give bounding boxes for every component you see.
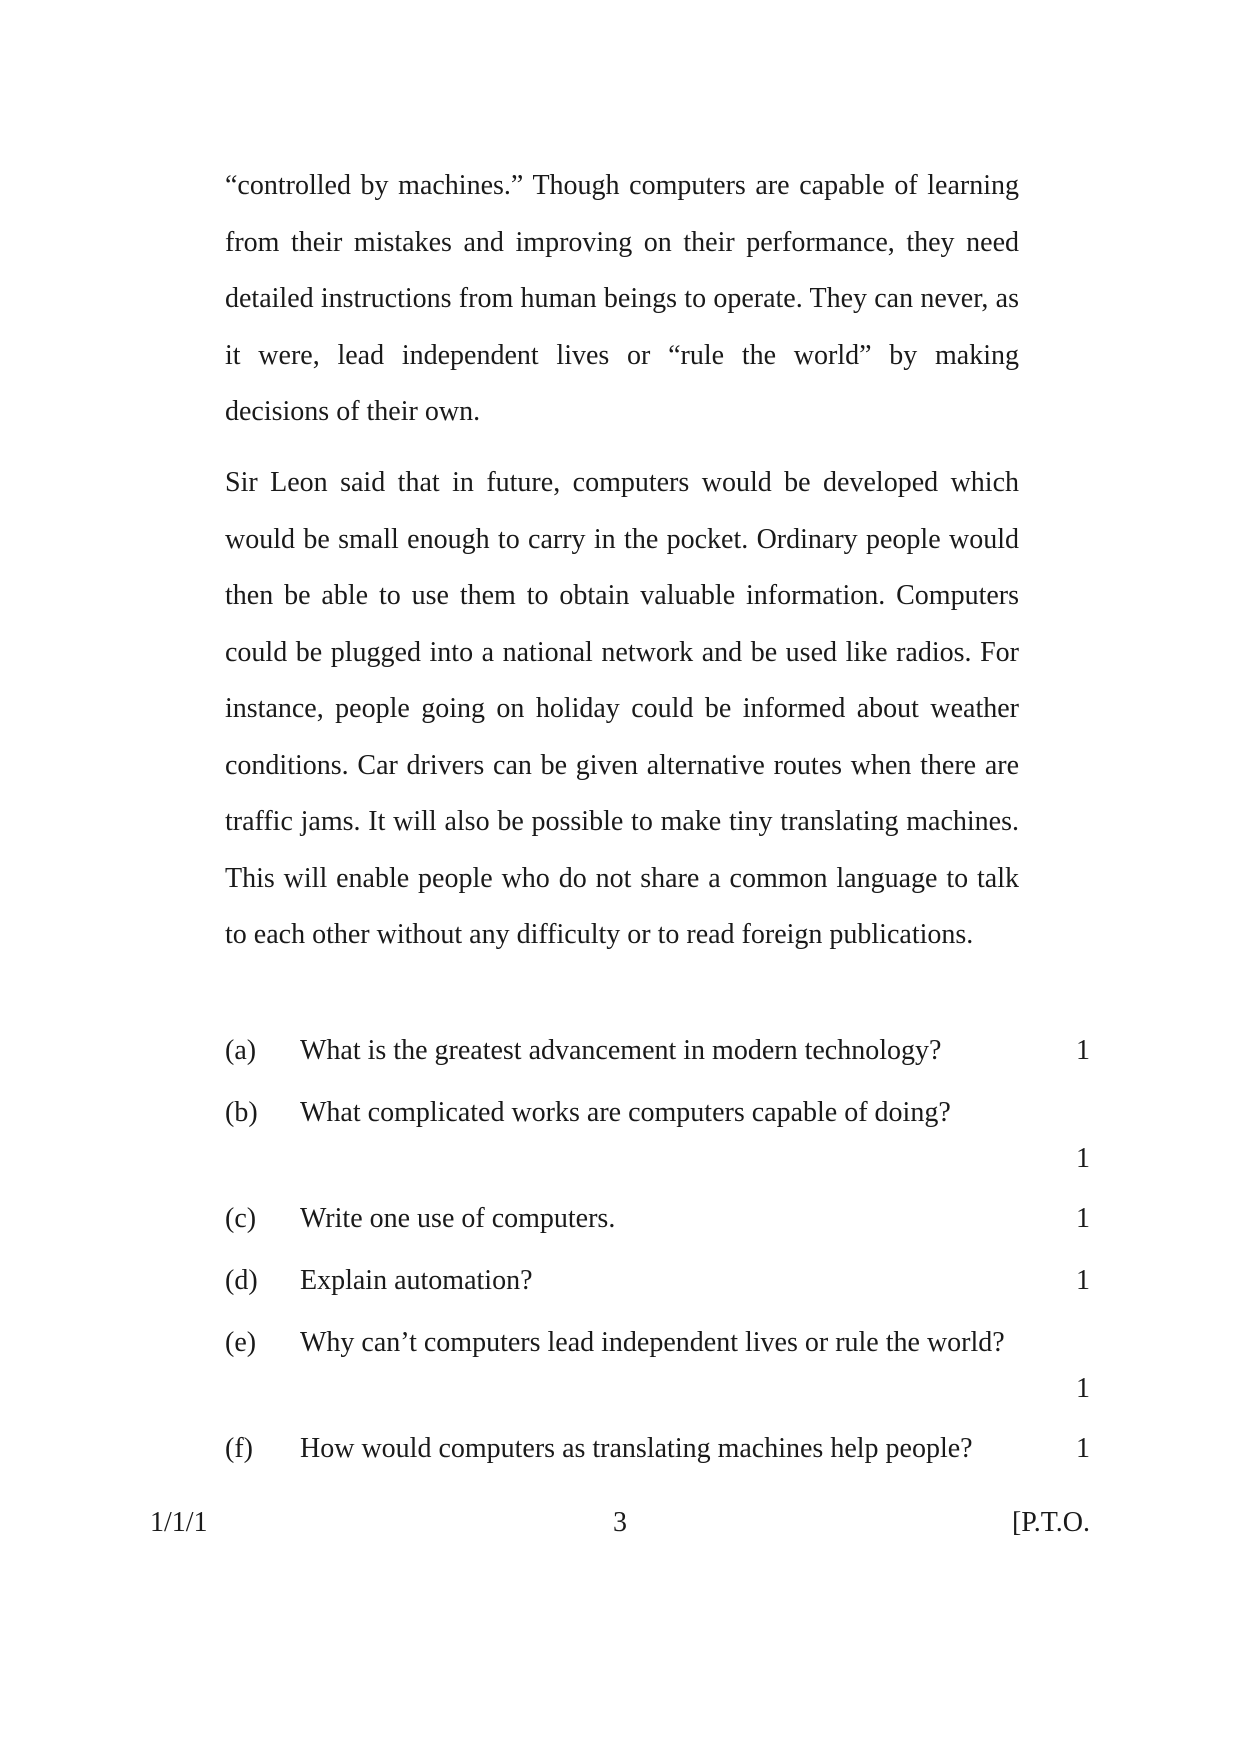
question-marks: 1 [1076,1035,1090,1066]
question-text: Explain automation? [300,1265,533,1296]
paragraph-text: Sir Leon said that in future, computers would be developed which would be small enough to carry in the pocket. Ordinary people would then be able to use them to obtain valuable information. Computers could be plugged into a national network and be used like radios. For instance, people going on holiday could be informed about weather conditions. Car drivers can be given alternative routes when there are traffic jams. It will also be possible to make tiny translating machines. This will enable people who do not share a common language to talk to each other without any difficulty or to read foreign publications. [225,467,1019,950]
question-marks: 1 [1076,1143,1090,1174]
question-label: (c) [225,1203,257,1234]
question-label: (a) [225,1035,257,1066]
footer-paper-code: 1/1/1 [150,1507,208,1538]
question-label: (d) [225,1265,258,1296]
passage-paragraph-1 [225,158,1019,441]
question-label: (f) [225,1433,253,1464]
question-text: Write one use of computers. [300,1203,616,1234]
question-text: How would computers as translating machines help people? [300,1433,973,1464]
footer-pto: [P.T.O. [1011,1507,1090,1538]
question-text: What is the greatest advancement in modern technology? [300,1035,942,1066]
question-marks: 1 [1076,1373,1090,1404]
question-label: (e) [225,1327,257,1358]
question-text: What complicated works are computers capable of doing? [300,1097,951,1128]
passage-paragraph-2 [225,455,1019,964]
question-text: Why can’t computers lead independent lives or rule the world? [300,1327,1005,1358]
paragraph-text: “controlled by machines.” Though computers are capable of learning from their mistakes and improving on their performance, they need detailed instructions from human beings to operate. They can never, as it were, lead independent lives or “rule the world” by making decisions of their own. [225,170,1019,427]
question-marks: 1 [1076,1433,1090,1464]
question-marks: 1 [1076,1203,1090,1234]
footer-page-number: 3 [613,1507,627,1538]
question-label: (b) [225,1097,258,1128]
question-marks: 1 [1076,1265,1090,1296]
